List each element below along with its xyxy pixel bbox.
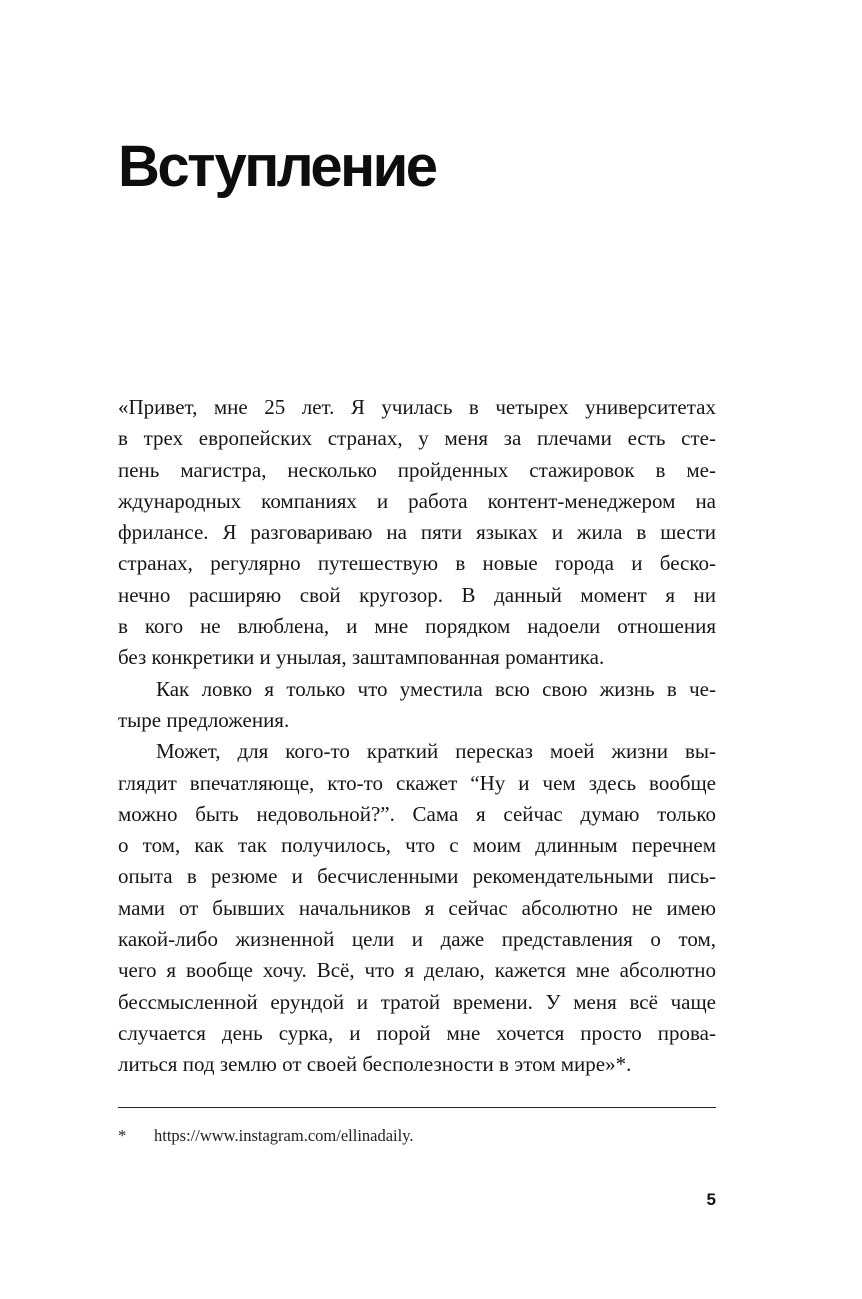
text-line: в кого не влюблена, и мне порядком надоели отношения [118, 614, 716, 639]
paragraph [118, 674, 716, 737]
text-line: бессмысленной ерундой и тратой времени. У меня всё чаще [118, 989, 716, 1014]
text-line: глядит впечатляюще, кто-то скажет “Ну и чем здесь вообще [118, 770, 716, 795]
text-line: какой-либо жизненной цели и даже представления о том, [118, 927, 716, 952]
text-line: без конкретики и унылая, заштампованная романтика. [118, 645, 605, 670]
text-line: тыре предложения. [118, 707, 290, 732]
footnote-marker: * [118, 1126, 127, 1145]
page-number: 5 [706, 1190, 716, 1209]
text-line: Как ловко я только что уместила всю свою жизнь в че- [156, 676, 716, 701]
footnote-link[interactable]: https://www.instagram.com/ellinadaily. [154, 1126, 414, 1145]
text-line: о том, как так получилось, что с моим длинным перечнем [118, 833, 716, 858]
text-line: Может, для кого-то краткий пересказ моей жизни вы- [156, 739, 716, 764]
text-line: в трех европейских странах, у меня за плечами есть сте- [118, 426, 716, 451]
text-line: мами от бывших начальников я сейчас абсолютно не имею [118, 895, 716, 920]
paragraph [118, 736, 716, 1080]
text-line: можно быть недовольной?”. Сама я сейчас думаю только [118, 801, 716, 826]
page-title: Вступление [118, 134, 436, 199]
text-line: «Привет, мне 25 лет. Я училась в четырех университетах [118, 395, 716, 419]
text-line: случается день сурка, и порой мне хочется просто прова- [118, 1020, 716, 1045]
text-line: литься под землю от своей бесполезности в этом мире»*. [118, 1052, 632, 1077]
body-text [118, 392, 716, 1081]
text-line: чего я вообще хочу. Всё, что я делаю, кажется мне абсолютно [118, 958, 716, 983]
text-line: опыта в резюме и бесчисленными рекомендательными пись- [118, 864, 716, 889]
footnote-divider [118, 1107, 716, 1108]
paragraph [118, 392, 716, 674]
text-line: пень магистра, несколько пройденных стажировок в ме- [118, 457, 716, 482]
footnote [118, 1126, 414, 1146]
text-line: странах, регулярно путешествую в новые города и беско- [118, 551, 716, 576]
text-line: фрилансе. Я разговариваю на пяти языках и жила в шести [118, 520, 716, 545]
text-line: нечно расширяю свой кругозор. В данный момент я ни [118, 582, 716, 607]
text-line: ждународных компаниях и работа контент-менеджером на [118, 488, 716, 513]
